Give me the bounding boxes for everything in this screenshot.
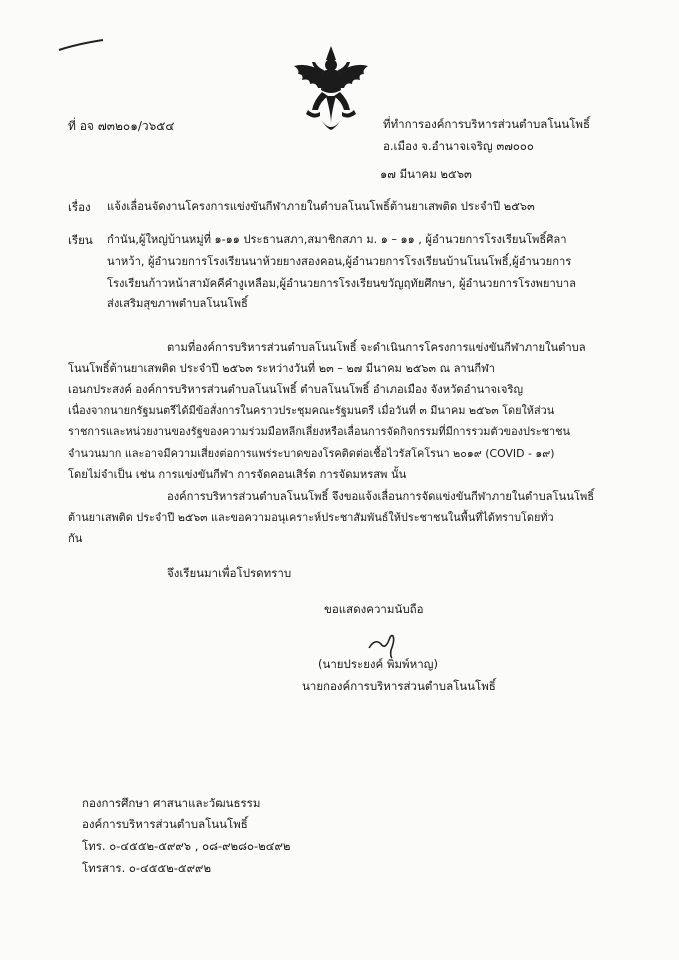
footer-fax: โทรสาร. ๐-๔๕๕๒-๕๙๙๒: [82, 861, 212, 875]
recipient-line-2: นาหว้า, ผู้อำนวยการโรงเรียนนาห้วยยางสองคอน,ผู้อำนวยการโรงเรียนบ้านโนนโพธิ์,ผู้อำนวยการ: [107, 255, 572, 268]
garuda-emblem-icon: [290, 44, 372, 140]
paragraph1-line-2: โนนโพธิ์ต้านยาเสพติด ประจำปี ๒๕๖๓ ระหว่างวันที่ ๒๓ – ๒๗ มีนาคม ๒๕๖๓ ณ ลานกีฬา: [68, 362, 496, 375]
paragraph1-line-1: ตามที่องค์การบริหารส่วนตำบลโนนโพธิ์ จะดำเนินการโครงการแข่งขันกีฬาภายในตำบล: [167, 341, 586, 354]
footer-organization: องค์การบริหารส่วนตำบลโนนโพธิ์: [82, 817, 248, 831]
recipient-line-3: โรงเรียนก้าวหน้าสามัคคีคำงูเหลือม,ผู้อำนวยการโรงเรียนขวัญฤทัยศึกษา, ผู้อำนวยการโรงพยาบาล: [107, 277, 577, 290]
closing-request: จึงเรียนมาเพื่อโปรดทราบ: [167, 566, 292, 580]
paragraph2-line-1: องค์การบริหารส่วนตำบลโนนโพธิ์ จึงขอแจ้งเลื่อนการจัดแข่งขันกีฬาภายในตำบลโนนโพธิ์: [167, 490, 595, 503]
subject-text: แจ้งเลื่อนจัดงานโครงการแข่งขันกีฬาภายในตำบลโนนโพธิ์ต้านยาเสพติด ประจำปี ๒๕๖๓: [107, 200, 535, 213]
paragraph1-line-4: เนื่องจากนายกรัฐมนตรีได้มีข้อสั่งการในคราวประชุมคณะรัฐมนตรี เมื่อวันที่ ๓ มีนาคม ๒๕๖๓ โดยให้ส่วน: [68, 404, 555, 417]
paragraph2-line-3: กัน: [68, 532, 83, 545]
footer-phone: โทร. ๐-๔๕๕๒-๕๙๙๖ , ๐๘-๙๒๘๐-๒๔๙๒: [82, 839, 291, 853]
footer-department: กองการศึกษา ศาสนาและวัฒนธรรม: [82, 796, 261, 810]
reference-number: ที่ อจ ๗๓๒๐๑/ว๖๕๔: [68, 119, 175, 133]
signatory-position: นายกองค์การบริหารส่วนตำบลโนนโพธิ์: [302, 679, 496, 693]
paragraph1-line-5: ราชการและหน่วยงานของรัฐของความร่วมมือหลีกเลี่ยงหรือเลื่อนการจัดกิจกรรมที่มีการรวมตัวของประชาชน: [68, 425, 570, 438]
paragraph2-line-2: ต้านยาเสพติด ประจำปี ๒๕๖๓ และขอความอนุเคราะห์ประชาสัมพันธ์ให้ประชาชนในพื้นที่ได้ทราบโดยทั่ว: [68, 511, 554, 524]
pen-mark: [57, 38, 107, 54]
paragraph1-line-7: โดยไม่จำเป็น เช่น การแข่งขันกีฬา การจัดคอนเสิร์ต การจัดมหรสพ นั้น: [68, 468, 407, 481]
recipient-line-1: กำนัน,ผู้ใหญ่บ้านหมู่ที่ ๑-๑๑ ประธานสภา,สมาชิกสภา ม. ๑ – ๑๑ , ผู้อำนวยการโรงเรียนโพธิ์ศิลา: [107, 233, 567, 246]
recipient-line-4: ส่งเสริมสุขภาพตำบลโนนโพธิ์: [107, 297, 248, 310]
signatory-name: (นายประยงค์ พิมพ์หาญ): [318, 657, 438, 671]
paragraph1-line-3: เอนกประสงค์ องค์การบริหารส่วนตำบลโนนโพธิ์ ตำบลโนนโพธิ์ อำเภอเมือง จังหวัดอำนาจเจริญ: [68, 383, 524, 396]
sender-address-line-2: อ.เมือง จ.อำนาจเจริญ ๓๗๐๐๐: [383, 139, 534, 153]
paragraph1-line-6: จำนวนมาก และอาจมีความเสี่ยงต่อการแพร่ระบาดของโรคติดต่อเชื้อไวรัสโคโรนา ๒๐๑๙ (COVID - ๑๙): [68, 447, 555, 460]
sender-address-line-1: ที่ทำการองค์การบริหารส่วนตำบลโนนโพธิ์: [383, 117, 591, 131]
regards-text: ขอแสดงความนับถือ: [324, 602, 424, 616]
subject-label: เรื่อง: [68, 200, 91, 214]
recipient-label: เรียน: [68, 233, 93, 247]
letter-date: ๑๗ มีนาคม ๒๕๖๓: [380, 167, 472, 181]
